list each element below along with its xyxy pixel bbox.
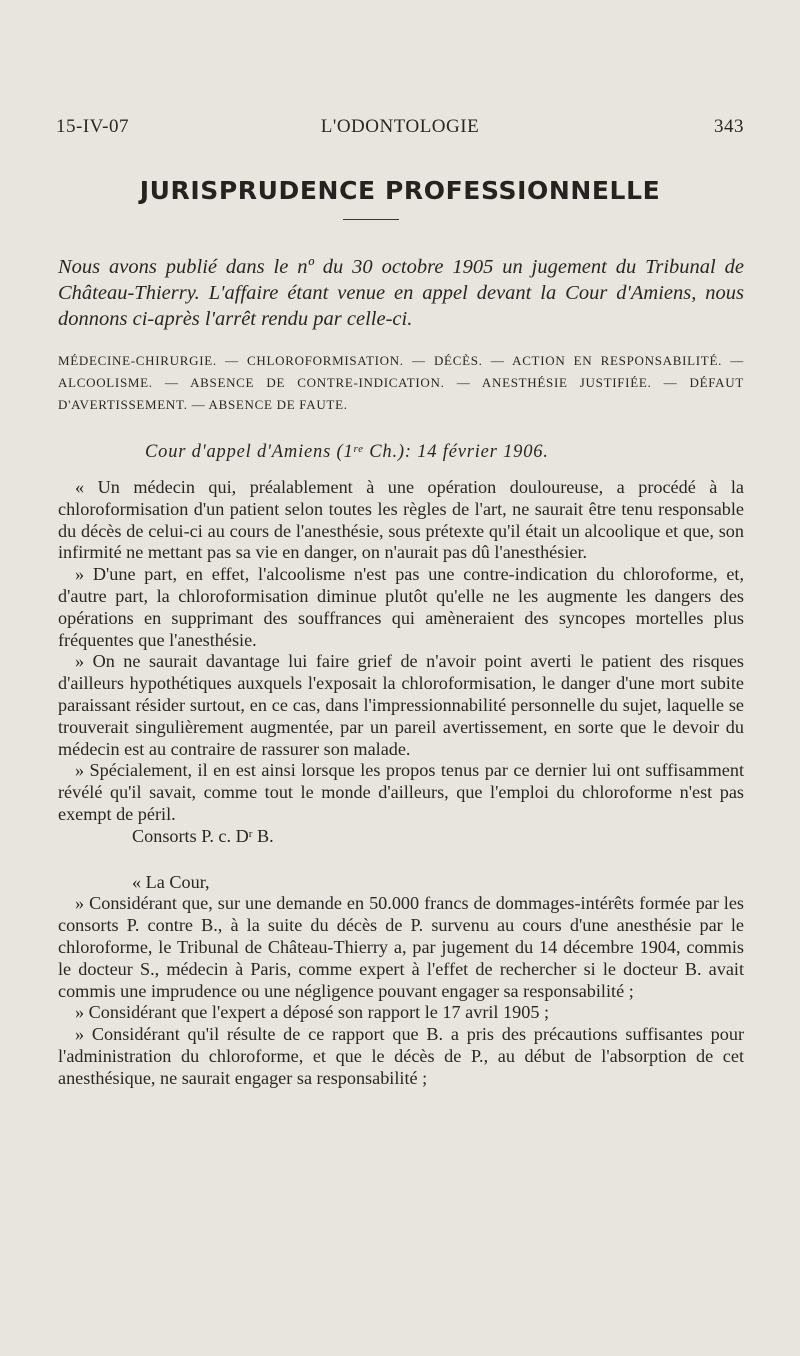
court-reference-sup: re — [353, 443, 364, 455]
ruling-paragraph-3: » Considérant qu'il résulte de ce rapport que B. a pris des précautions suffisantes pour l'administration du chloroforme, et que le décès de P., au début de l'absorption de cet anesthésique, ne saurait engager sa responsabilité ; — [58, 1024, 744, 1088]
issue-date: 15-IV-07 — [56, 116, 129, 137]
parties-sup: r — [248, 827, 253, 840]
article-body — [58, 477, 744, 1090]
intro-paragraph: Nous avons publié dans le nº du 30 octobre 1905 un jugement du Tribunal de Château-Thierry. L'affaire étant venue en appel devant la Cour d'Amiens, nous donnons ci-après l'arrêt rendu par celle-ci. — [58, 256, 744, 330]
summary-paragraph-2: » D'une part, en effet, l'alcoolisme n'est pas une contre-indication du chloroforme, et, d'autre part, la chloroformisation diminue plutôt qu'elle ne les augmente les dangers des opérations en supprimant des souffrances qui amèneraient des syncopes mortelles plus fréquentes que l'anesthésie. — [58, 564, 744, 650]
court-opening: « La Cour, — [132, 871, 210, 892]
parties-end: B. — [252, 825, 274, 846]
parties-line — [58, 826, 744, 848]
parties-text: Consorts P. c. D — [132, 825, 249, 846]
summary-paragraph-1: « Un médecin qui, préalablement à une opération douloureuse, a procédé à la chloroformisation d'un patient selon toutes les règles de l'art, ne saurait être tenu responsable du décès de celui-ci au cours de l'anesthésie, sous prétexte qu'il était un alcoolique et que, son infirmité ne mettant pas sa vie en danger, on n'aurait pas dû l'anesthésier. — [58, 477, 744, 563]
court-reference-text: Cour d'appel d'Amiens (1 — [145, 442, 354, 462]
running-header — [56, 116, 744, 140]
ruling-paragraph-1: » Considérant que, sur une demande en 50.000 francs de dommages-intérêts formée par les consorts P. contre B., à la suite du décès de P. survenu au cours d'une anesthésie par le chloroforme, le Tribunal de Château-Thierry a, par jugement du 14 décembre 1904, commis le docteur S., médecin à Paris, comme expert à l'effet de rechercher si le docteur B. avait commis une imprudence ou une négligence pouvant engager sa responsabilité ; — [58, 893, 744, 1001]
ruling-paragraph-2: » Considérant que l'expert a déposé son rapport le 17 avril 1905 ; — [75, 1002, 550, 1023]
article-title: JURISPRUDENCE PROFESSIONNELLE — [139, 176, 661, 205]
summary-paragraph-4: » Spécialement, il en est ainsi lorsque les propos tenus par ce dernier lui ont suffisamment révélé qu'il savait, comme tout le monde d'ailleurs, que l'emploi du chloroforme n'est pas exempt de péril. — [58, 760, 744, 824]
page-number: 343 — [714, 116, 744, 137]
summary-paragraph-3: » On ne saurait davantage lui faire grief de n'avoir point averti le patient des risques d'ailleurs hypothétiques auxquels l'exposait la chloroformisation, le danger d'une mort subite paraissant résider surtout, en ce cas, dans l'impressionnabilité personnelle du sujet, laquelle se trouverait singulièrement augmentée, par un pareil avertissement, en sorte que le devoir du médecin est au contraire de rassurer son malade. — [58, 651, 744, 759]
court-reference — [145, 442, 549, 463]
journal-name: L'ODONTOLOGIE — [320, 116, 480, 137]
title-divider — [343, 219, 399, 220]
case-keywords: MÉDECINE-CHIRURGIE. — CHLOROFORMISATION. — DÉCÈS. — ACTION EN RESPONSABILITÉ. — ALCOOLISME. — ABSENCE DE CONTRE-INDICATION. — ANESTHÉSIE JUSTIFIÉE. — DÉFAUT D'AVERTISSEMENT. — ABSENCE DE FAUTE. — [58, 353, 744, 412]
court-reference-date: Ch.): 14 février 1906. — [363, 442, 549, 462]
